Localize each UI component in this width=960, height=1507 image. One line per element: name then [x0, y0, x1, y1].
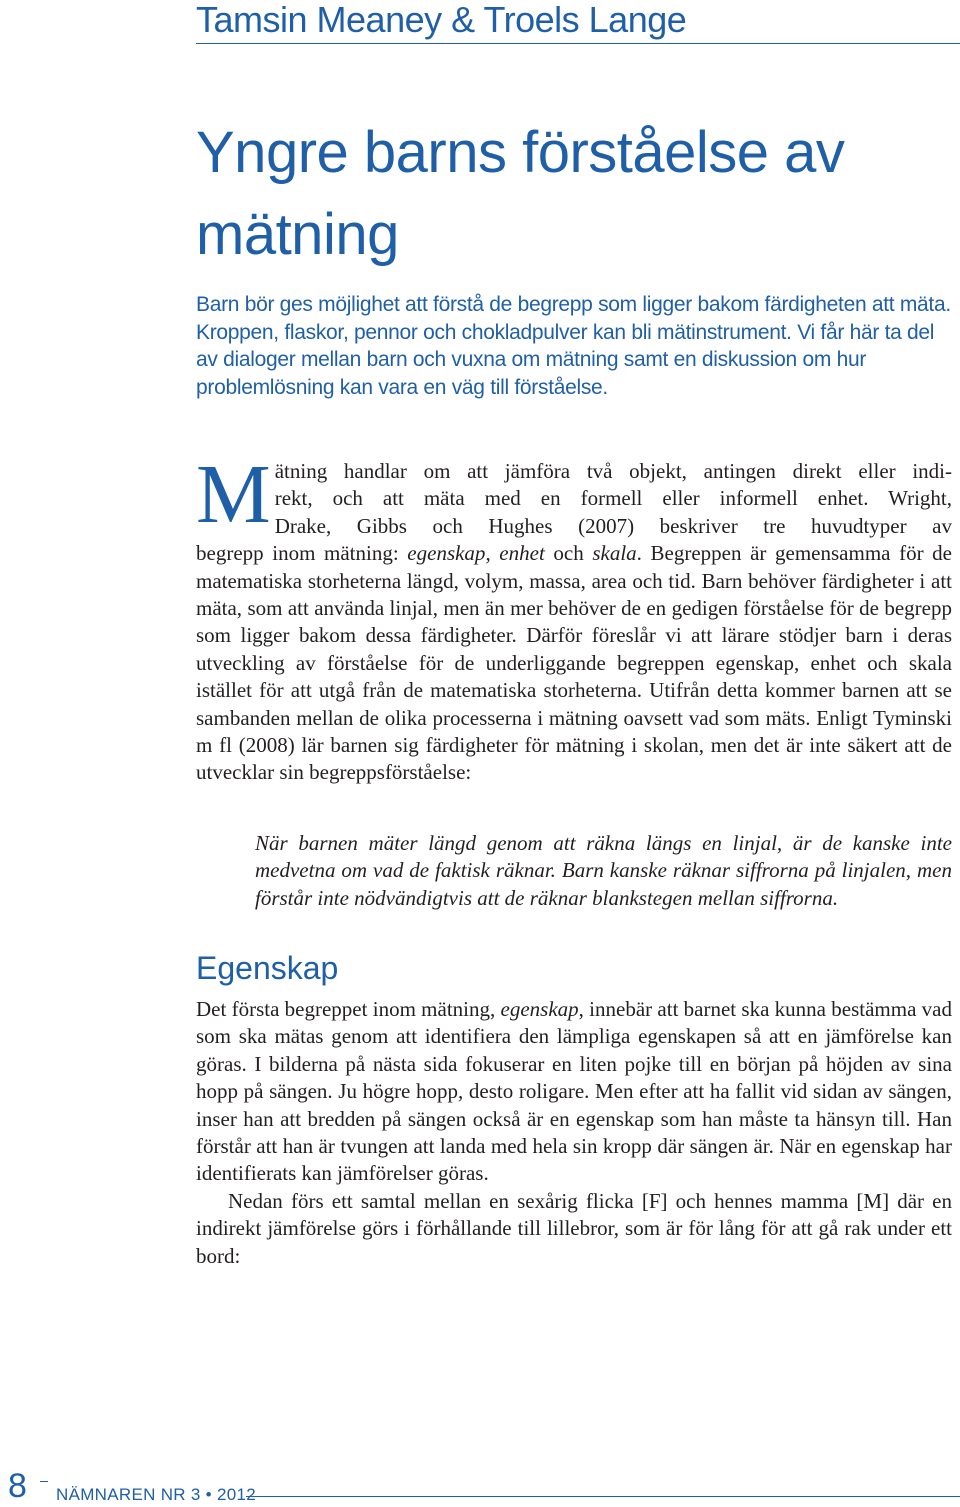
term-egenskap: egenskap — [500, 997, 579, 1021]
term-egenskap: egenskap — [407, 541, 486, 566]
term-separator: och — [544, 541, 593, 566]
authors-header: Tamsin Meaney & Troels Lange — [196, 0, 687, 40]
term-skala: skala — [592, 541, 637, 566]
section-heading: Egenskap — [196, 950, 339, 986]
article-lead: Barn bör ges möjlighet att förstå de begrepp som ligger bakom färdigheten att mäta. Kroppen, flaskor, pennor och chokladpulver kan bli mätinstrument. Vi får här ta del av dialoger mellan barn och vuxna om mätning samt en diskussion om hur problemlösning kan vara en väg till förståelse. — [196, 293, 951, 399]
footer-rule — [246, 1496, 960, 1497]
intro-paragraph — [196, 448, 952, 787]
section-p1-end: , innebär att barnet ska kunna bestämma vad som ska mätas genom att identifiera den lämpliga egenskapen så att en jämförelse kan göras. I bilderna på nästa sida fokuserar en liten pojke till en början på höjden av sina hopp på sängen. Ju högre hopp, desto roligare. Men efter att ha fallit vid sidan av sängen, inser han att bredden på sängen också är en egenskap som han måste ta hänsyn till. Han förstår att han är tvungen att landa med hela sin kropp där sängen är. När en egenskap har identifierats kan jämförelser göras. — [196, 997, 952, 1186]
journal-name: NÄMNAREN NR 3 • 2012 — [56, 1485, 256, 1504]
section-paragraph-1 — [196, 997, 952, 1185]
intro-text-rest: . Begreppen är gemensamma för de matematiska storheterna längd, volym, massa, area och tid. Barn behöver färdigheter i att mäta, som att använda linjal, men än mer behöver de en gedigen förståelse för de begrepp som ligger bakom dessa färdigheter. Därför föreslår vi att lärare stödjer barn i deras utveckling av förståelse för de underliggande begreppen egenskap, enhet och skala istället för att utgå från de matematiska storheterna. Utifrån detta kommer barnen att se sambanden mellan de olika processerna i mätning oavsett vad som mäts. Enligt Tyminski m fl (2008) lär barnen sig färdigheter för mätning i skolan, men det är inte säkert att de utvecklar sin begreppsförståelse: — [196, 541, 952, 785]
section-p1-start: Det första begreppet inom mätning, — [196, 997, 501, 1021]
article-title: Yngre barns förståelse av mätning — [196, 120, 845, 267]
term-enhet: enhet — [499, 541, 545, 566]
intro-line-1: ätning handlar om att jämföra två objekt, antingen direkt eller indi- — [274, 459, 952, 483]
term-separator: , — [485, 541, 500, 566]
intro-line-3: Drake, Gibbs och Hughes (2007) beskriver tre huvudtyper av — [274, 513, 952, 538]
section-paragraph-2: Nedan förs ett samtal mellan en sexårig flicka [F] och hennes mamma [M] där en indirekt jämförelse görs i förhållande till lillebror, som är för lång för att gå rak under ett bord: — [196, 1188, 952, 1268]
intro-text-before-terms: begrepp inom mätning: — [196, 541, 408, 566]
dropcap: M — [196, 448, 271, 541]
header-rule — [196, 43, 960, 44]
section-body — [196, 996, 952, 1270]
block-quote: När barnen mäter längd genom att räkna längs en linjal, är de kanske inte medvetna om vad de faktisk räknar. Barn kanske räknar siffrorna på linjalen, men förstår inte nödvändigtvis att de räknar blankstegen mellan siffrorna. — [255, 831, 952, 910]
page-number: 8 — [8, 1467, 27, 1505]
intro-line-2: rekt, och att mäta med en formell eller informell enhet. Wright, — [274, 486, 952, 511]
footer-rule-short — [40, 1481, 48, 1482]
